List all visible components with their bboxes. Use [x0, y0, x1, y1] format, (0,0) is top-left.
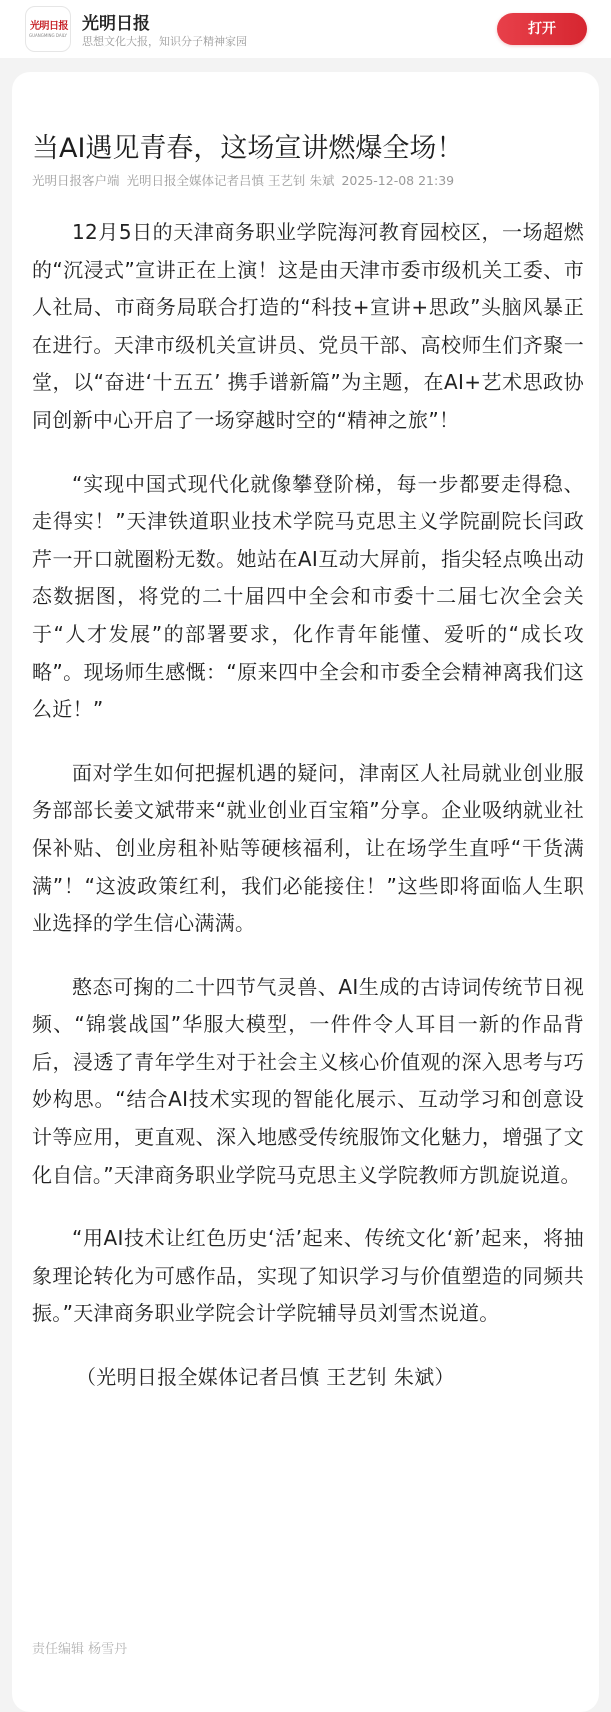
article-paragraph: “实现中国式现代化就像攀登阶梯，每一步都要走得稳、走得实！”天津铁道职业技术学院马克思主义学院副院长闫政芹一开口就圈粉无数。她站在AI互动大屏前，指尖轻点唤出动态数据图，将党的二十届四中全会和市委十二届七次全会关于“人才发展”的部署要求，化作青年能懂、爱听的“成长攻略”。现场师生感慨：“原来四中全会和市委全会精神离我们这么近！”	[32, 471, 584, 722]
responsible-editor: 责任编辑 杨雪丹	[32, 1642, 128, 1657]
article-authors: 光明日报全媒体记者吕慎 王艺钊 朱斌	[126, 173, 335, 188]
article-paragraph: “用AI技术让红色历史‘活’起来、传统文化‘新’起来，将抽象理论转化为可感作品，实现了知识学习与价值塑造的同频共振。”天津商务职业学院会计学院辅导员刘雪杰说道。	[32, 1226, 584, 1326]
article-source: 光明日报客户端	[32, 173, 120, 188]
article-body	[32, 214, 584, 1423]
logo-mark: 光明日报	[30, 21, 68, 32]
app-name: 光明日报	[82, 14, 150, 34]
article-paragraph: 面对学生如何把握机遇的疑问，津南区人社局就业创业服务部部长姜文斌带来“就业创业百宝箱”分享。企业吸纳就业社保补贴、创业房租补贴等硬核福利，让在场学生直呼“干货满满”！“这波政策红利，我们必能接住！”这些即将面临人生职业选择的学生信心满满。	[32, 760, 584, 936]
article-card	[12, 72, 599, 1712]
article-datetime: 2025-12-08 21:39	[341, 173, 455, 188]
article-title: 当AI遇见青春，这场宣讲燃爆全场！	[32, 133, 464, 165]
app-slogan: 思想文化大报，知识分子精神家园	[82, 35, 247, 48]
open-app-button[interactable]: 打开	[497, 13, 587, 45]
article-signoff: （光明日报全媒体记者吕慎 王艺钊 朱斌）	[76, 1365, 455, 1390]
logo-subtext: GUANGMING DAILY	[29, 33, 67, 38]
article-paragraph: 憨态可掬的二十四节气灵兽、AI生成的古诗词传统节日视频、“锦裳战国”华服大模型，一件件令人耳目一新的作品背后，浸透了青年学生对于社会主义核心价值观的深入思考与巧妙构思。“结合AI技术实现的智能化展示、互动学习和创意设计等应用，更直观、深入地感受传统服饰文化魅力，增强了文化自信。”天津商务职业学院马克思主义学院教师方凯旋说道。	[32, 974, 584, 1187]
app-banner	[0, 0, 611, 58]
article-paragraph: 12月5日的天津商务职业学院海河教育园校区，一场超燃的“沉浸式”宣讲正在上演！这是由天津市委市级机关工委、市人社局、市商务局联合打造的“科技+宣讲+思政”头脑风暴正在进行。天津市级机关宣讲员、党员干部、高校师生们齐聚一堂，以“奋进‘十五五’ 携手谱新篇”为主题，在AI+艺术思政协同创新中心开启了一场穿越时空的“精神之旅”！	[32, 220, 584, 432]
article-meta	[32, 171, 461, 189]
app-logo[interactable]	[25, 6, 71, 52]
